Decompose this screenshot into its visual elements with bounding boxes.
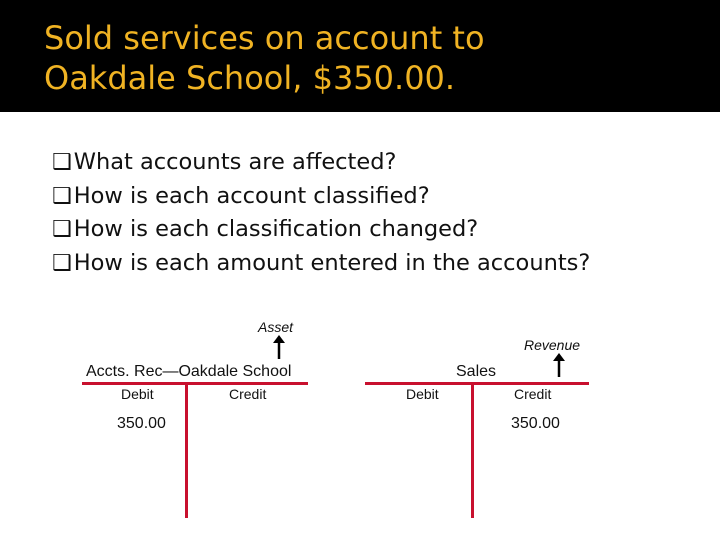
bullet-text: What accounts are affected? (73, 149, 397, 175)
checkbox-bullet-icon: ❑ (52, 183, 72, 209)
title-bar (0, 0, 720, 112)
slide-title (44, 18, 485, 98)
bullet-text: How is each classification changed? (73, 216, 479, 242)
checkbox-bullet-icon: ❑ (52, 150, 72, 175)
bullet-text: How is each amount entered in the accounts? (73, 249, 591, 276)
account-title: Accts. Rec—Oakdale School (86, 363, 292, 380)
debit-amount: 350.00 (117, 415, 166, 432)
bullet-text: How is each account classified? (73, 182, 430, 209)
account-title: Sales (456, 363, 497, 380)
credit-label: Credit (514, 386, 552, 402)
credit-label: Credit (229, 386, 267, 402)
list-item (52, 180, 590, 214)
debit-label: Debit (121, 386, 154, 402)
title-line-2: Oakdale School, $350.00. (44, 59, 456, 97)
list-item (52, 146, 590, 180)
question-list (52, 146, 590, 280)
title-line-1: Sold services on account to (44, 19, 485, 57)
t-account-top-line (365, 382, 589, 385)
debit-label: Debit (406, 386, 439, 402)
classification-label: Revenue (524, 337, 581, 353)
t-account-divider-line (185, 382, 188, 518)
list-item (52, 213, 590, 247)
up-arrow-icon (552, 352, 566, 378)
checkbox-bullet-icon: ❑ (52, 217, 72, 242)
credit-amount: 350.00 (511, 415, 560, 432)
checkbox-bullet-icon: ❑ (52, 250, 72, 276)
classification-label: Asset (258, 319, 294, 335)
t-account-divider-line (471, 382, 474, 518)
up-arrow-icon (272, 334, 286, 360)
list-item (52, 247, 590, 281)
t-account-top-line (82, 382, 308, 385)
